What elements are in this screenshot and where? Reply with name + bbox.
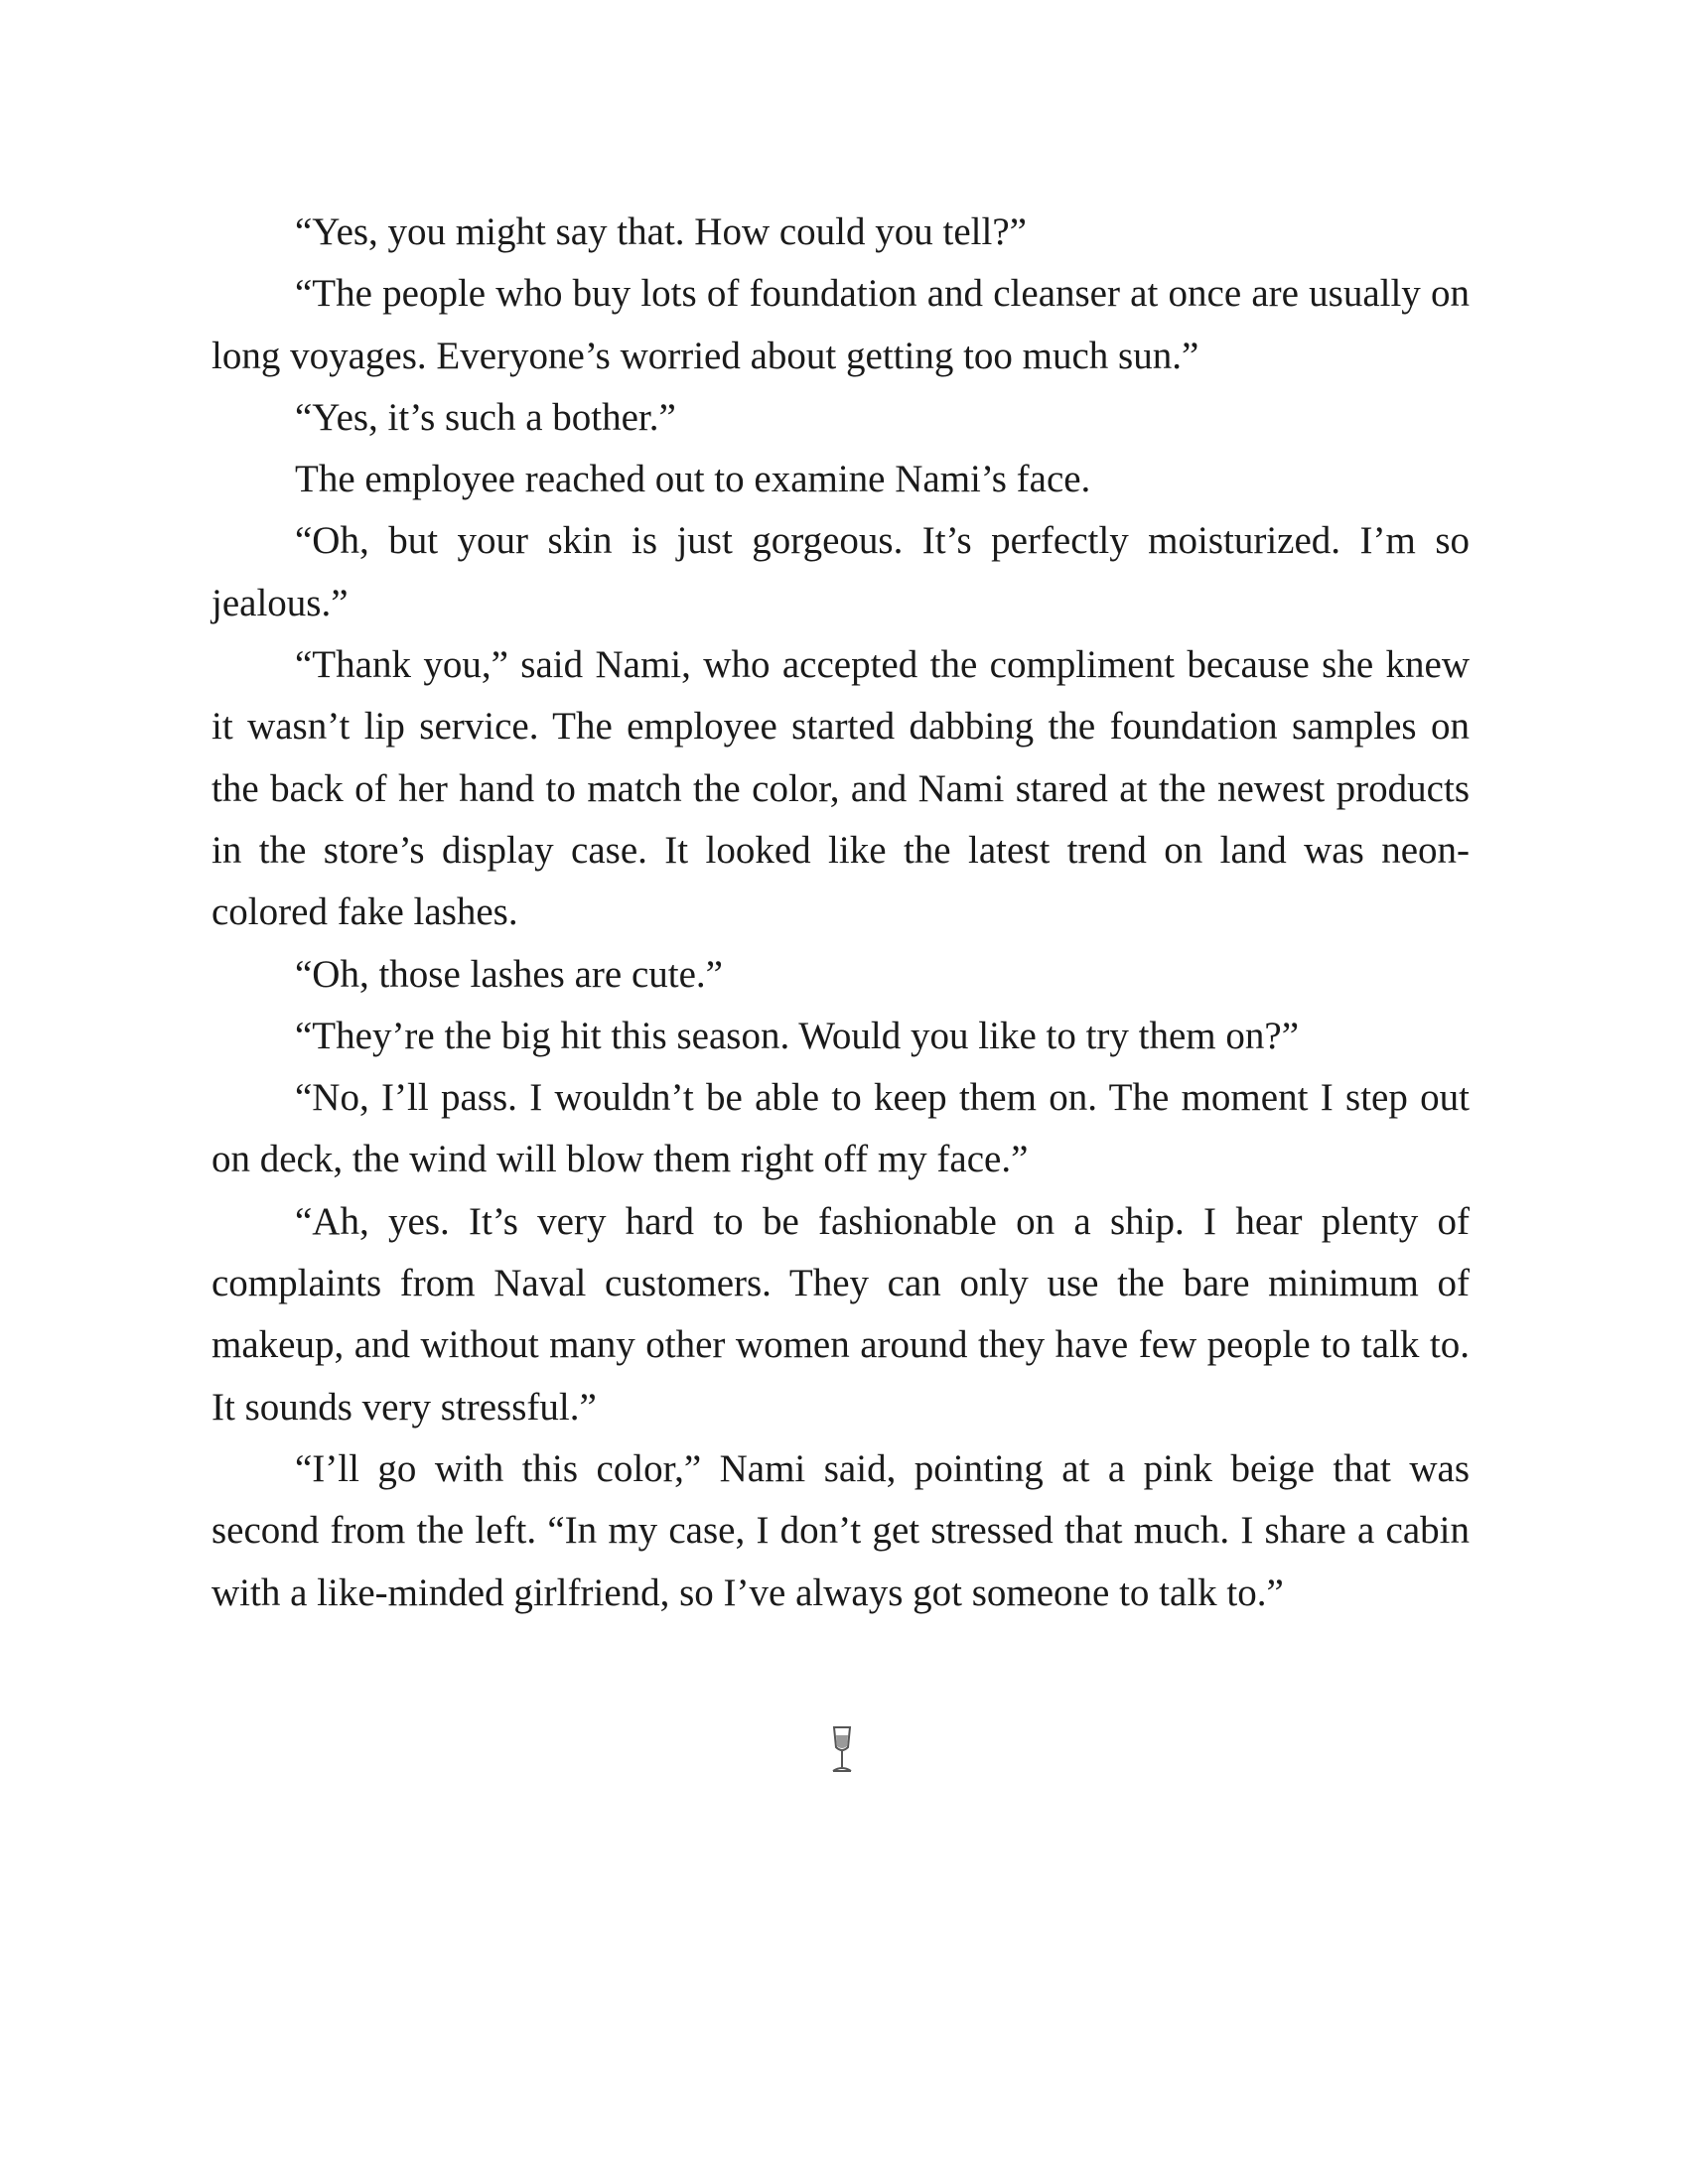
paragraph-2: “The people who buy lots of foundation and cleanser at once are usually on long voyages. Everyone’s worried about getting too much sun.” bbox=[211, 272, 1470, 377]
paragraph-8: “They’re the big hit this season. Would you like to try them on?” bbox=[295, 1014, 1300, 1057]
book-page-text bbox=[211, 202, 1470, 1624]
paragraph-10: “Ah, yes. It’s very hard to be fashionable on a ship. I hear plenty of complaints from Naval customers. They can only use the bare minimum of makeup, and without many other women around they have few people to talk to. It sounds very stressful.” bbox=[211, 1199, 1470, 1429]
glass-ornament-icon bbox=[828, 1725, 856, 1775]
paragraph-3: “Yes, it’s such a bother.” bbox=[295, 395, 676, 439]
paragraph-7: “Oh, those lashes are cute.” bbox=[295, 952, 723, 996]
paragraph-5: “Oh, but your skin is just gorgeous. It’s perfectly moisturized. I’m so jealous.” bbox=[211, 519, 1470, 624]
paragraph-9: “No, I’ll pass. I wouldn’t be able to keep them on. The moment I step out on deck, the wind will blow them right off my face.” bbox=[211, 1076, 1470, 1181]
paragraph-11: “I’ll go with this color,” Nami said, pointing at a pink beige that was second from the left. “In my case, I don’t get stressed that much. I share a cabin with a like-minded girlfriend, so I’ve always got someone to talk to.” bbox=[211, 1446, 1470, 1614]
paragraph-6: “Thank you,” said Nami, who accepted the compliment because she knew it wasn’t lip service. The employee started dabbing the foundation samples on the back of her hand to match the color, and Nami stared at the newest products in the store’s display case. It looked like the latest trend on land was neon-colored fake lashes. bbox=[211, 643, 1470, 934]
paragraph-1: “Yes, you might say that. How could you tell?” bbox=[295, 210, 1027, 253]
paragraph-4: The employee reached out to examine Nami’s face. bbox=[295, 458, 1091, 501]
